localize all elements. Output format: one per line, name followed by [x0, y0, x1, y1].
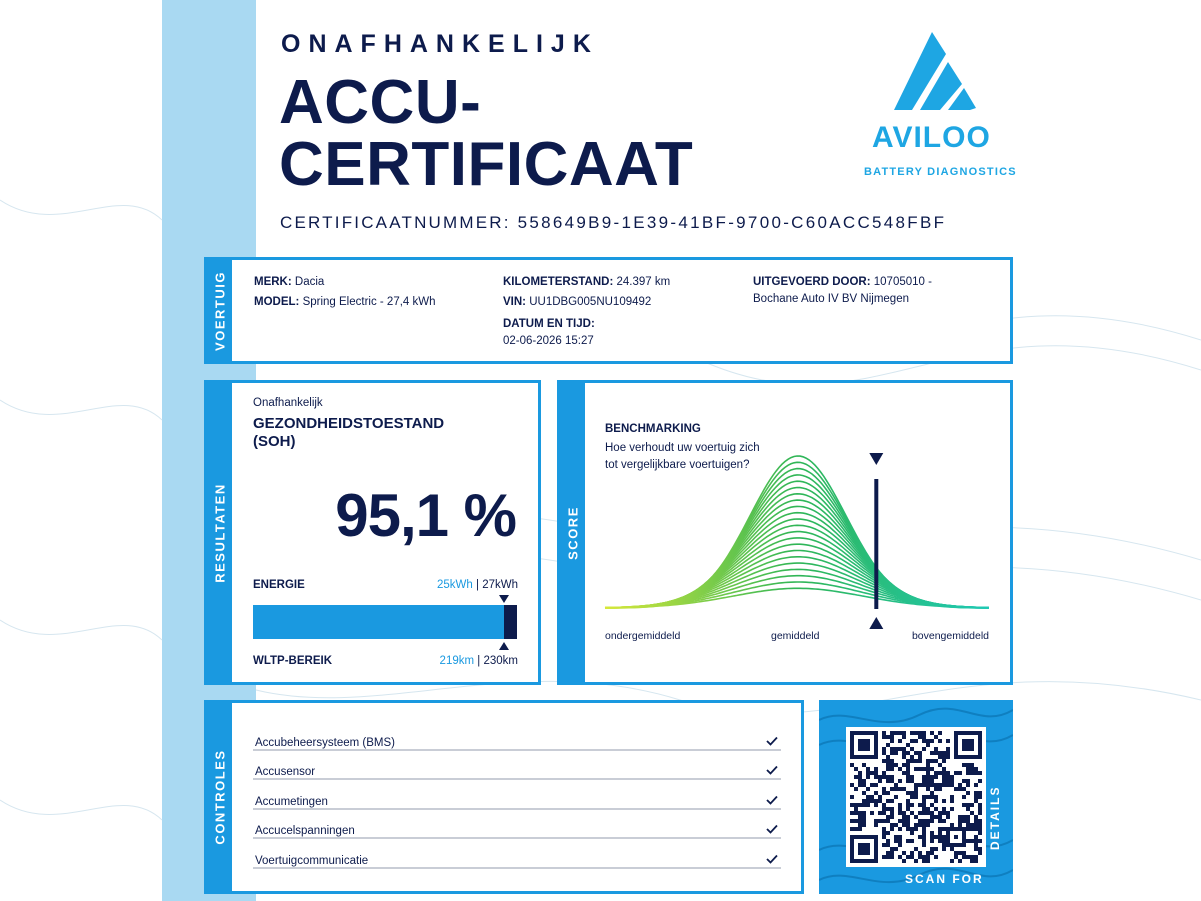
- energy-total: 27kWh: [482, 579, 518, 591]
- benchmark-curve-line: [605, 488, 989, 608]
- check-icon: [765, 793, 779, 807]
- controls-tab: [207, 703, 232, 891]
- check-icon: [765, 734, 779, 748]
- wltp-value: [440, 655, 518, 667]
- logo-tagline: BATTERY DIAGNOSTICS: [864, 166, 1017, 178]
- qr-code-icon[interactable]: [846, 727, 986, 867]
- benchmark-marker-line: [874, 479, 878, 609]
- vehicle-performed-by-label: UITGEVOERD DOOR:: [753, 276, 871, 288]
- vehicle-performed-by-line2: Bochane Auto IV BV Nijmegen: [753, 293, 909, 305]
- benchmark-marker-top-icon: [869, 453, 883, 465]
- control-row: [253, 839, 781, 869]
- energy-value: [437, 579, 518, 591]
- results-card: [204, 380, 541, 685]
- vehicle-mileage-value: 24.397 km: [616, 276, 671, 288]
- vehicle-tab: [207, 260, 232, 361]
- control-label: Accusensor: [255, 766, 316, 778]
- axis-above-average: bovengemiddeld: [911, 630, 989, 642]
- control-row: [253, 809, 781, 839]
- header-title: [279, 68, 694, 199]
- vehicle-brand-value: Dacia: [294, 276, 325, 288]
- wltp-current: 219km: [439, 655, 475, 667]
- controls-tab-label: CONTROLES: [212, 749, 227, 845]
- vehicle-brand-label: MERK:: [254, 276, 292, 288]
- vehicle-vin-label: VIN:: [503, 296, 526, 308]
- axis-below-average: ondergemiddeld: [605, 630, 681, 642]
- certificate-number: [280, 213, 946, 233]
- aviloo-mountain-icon: [862, 28, 1018, 180]
- vehicle-model-label: MODEL:: [254, 296, 300, 308]
- certificate-number-value: 558649B9-1E39-41BF-9700-C60ACC548FBF: [517, 213, 947, 232]
- check-icon: [765, 822, 779, 836]
- controls-card: [204, 700, 804, 894]
- vehicle-mileage: [503, 274, 670, 291]
- vehicle-brand: [254, 274, 324, 291]
- soh-label: GEZONDHEIDSTOESTAND (SOH): [253, 415, 445, 450]
- energy-bar-loss: [504, 605, 517, 639]
- header-subtitle: ONAFHANKELIJK: [281, 30, 599, 58]
- energy-separator: |: [472, 579, 483, 591]
- vehicle-model-value: Spring Electric - 27,4 kWh: [302, 296, 436, 308]
- energy-current: 25kWh: [437, 579, 473, 591]
- soh-label-small: Onafhankelijk: [253, 397, 323, 409]
- results-tab-label: RESULTATEN: [212, 482, 227, 583]
- control-label: Accucelspanningen: [255, 825, 355, 837]
- benchmark-curve-line: [605, 500, 989, 608]
- certificate-number-label: CERTIFICAATNUMMER:: [280, 213, 511, 232]
- qr-code-pattern: [846, 727, 986, 867]
- score-tab-label: SCORE: [565, 505, 580, 560]
- benchmark-curve-line: [605, 551, 989, 608]
- logo-wordmark: AVILOO: [872, 121, 991, 154]
- vehicle-date-value: 02-06-2026 15:27: [503, 335, 594, 347]
- benchmark-curve-line: [605, 513, 989, 608]
- vehicle-tab-label: VOERTUIG: [212, 270, 227, 351]
- benchmark-curve-line: [605, 462, 989, 608]
- wltp-total: 230km: [483, 655, 518, 667]
- control-row: [253, 750, 781, 780]
- scan-for-label: SCAN FOR: [905, 872, 984, 886]
- vehicle-performed-by-line1: 10705010 -: [873, 276, 932, 288]
- benchmark-title: BENCHMARKING: [605, 423, 701, 435]
- details-label: DETAILS: [988, 785, 1002, 850]
- control-label: Voertuigcommunicatie: [255, 855, 369, 867]
- check-icon: [765, 852, 779, 866]
- benchmark-question: Hoe verhoudt uw voertuig zich tot vergelijkbare voertuigen?: [605, 442, 760, 471]
- benchmark-curve-line: [605, 538, 989, 608]
- energy-marker-bottom-icon: [499, 642, 509, 650]
- soh-value: 95,1 %: [335, 482, 516, 549]
- score-card: [557, 380, 1013, 685]
- axis-average: gemiddeld: [771, 630, 820, 642]
- wltp-label: WLTP-BEREIK: [253, 655, 333, 667]
- results-tab: [207, 383, 232, 682]
- benchmark-marker-bottom-icon: [869, 617, 883, 629]
- vehicle-model: [254, 294, 436, 311]
- wltp-separator: |: [474, 655, 484, 667]
- vehicle-date-label: [503, 316, 595, 333]
- vehicle-card: [204, 257, 1013, 364]
- control-label: Accumetingen: [255, 796, 328, 808]
- energy-label: ENERGIE: [253, 579, 305, 591]
- check-icon: [765, 763, 779, 777]
- vehicle-vin-value: UU1DBG005NU109492: [529, 296, 652, 308]
- control-label: Accubeheersysteem (BMS): [255, 737, 395, 749]
- energy-bar: [253, 605, 517, 639]
- qr-panel[interactable]: [819, 700, 1013, 894]
- energy-marker-top-icon: [499, 595, 509, 603]
- vehicle-vin: [503, 294, 651, 311]
- header-title-line2: CERTIFICAAT: [279, 130, 694, 199]
- control-row: [253, 780, 781, 810]
- vehicle-performed-by: [753, 274, 932, 291]
- header-title-line1: ACCU-: [279, 68, 482, 137]
- vehicle-mileage-label: KILOMETERSTAND:: [503, 276, 614, 288]
- vehicle-date-label-text: DATUM EN TIJD:: [503, 318, 595, 330]
- control-row: [253, 721, 781, 751]
